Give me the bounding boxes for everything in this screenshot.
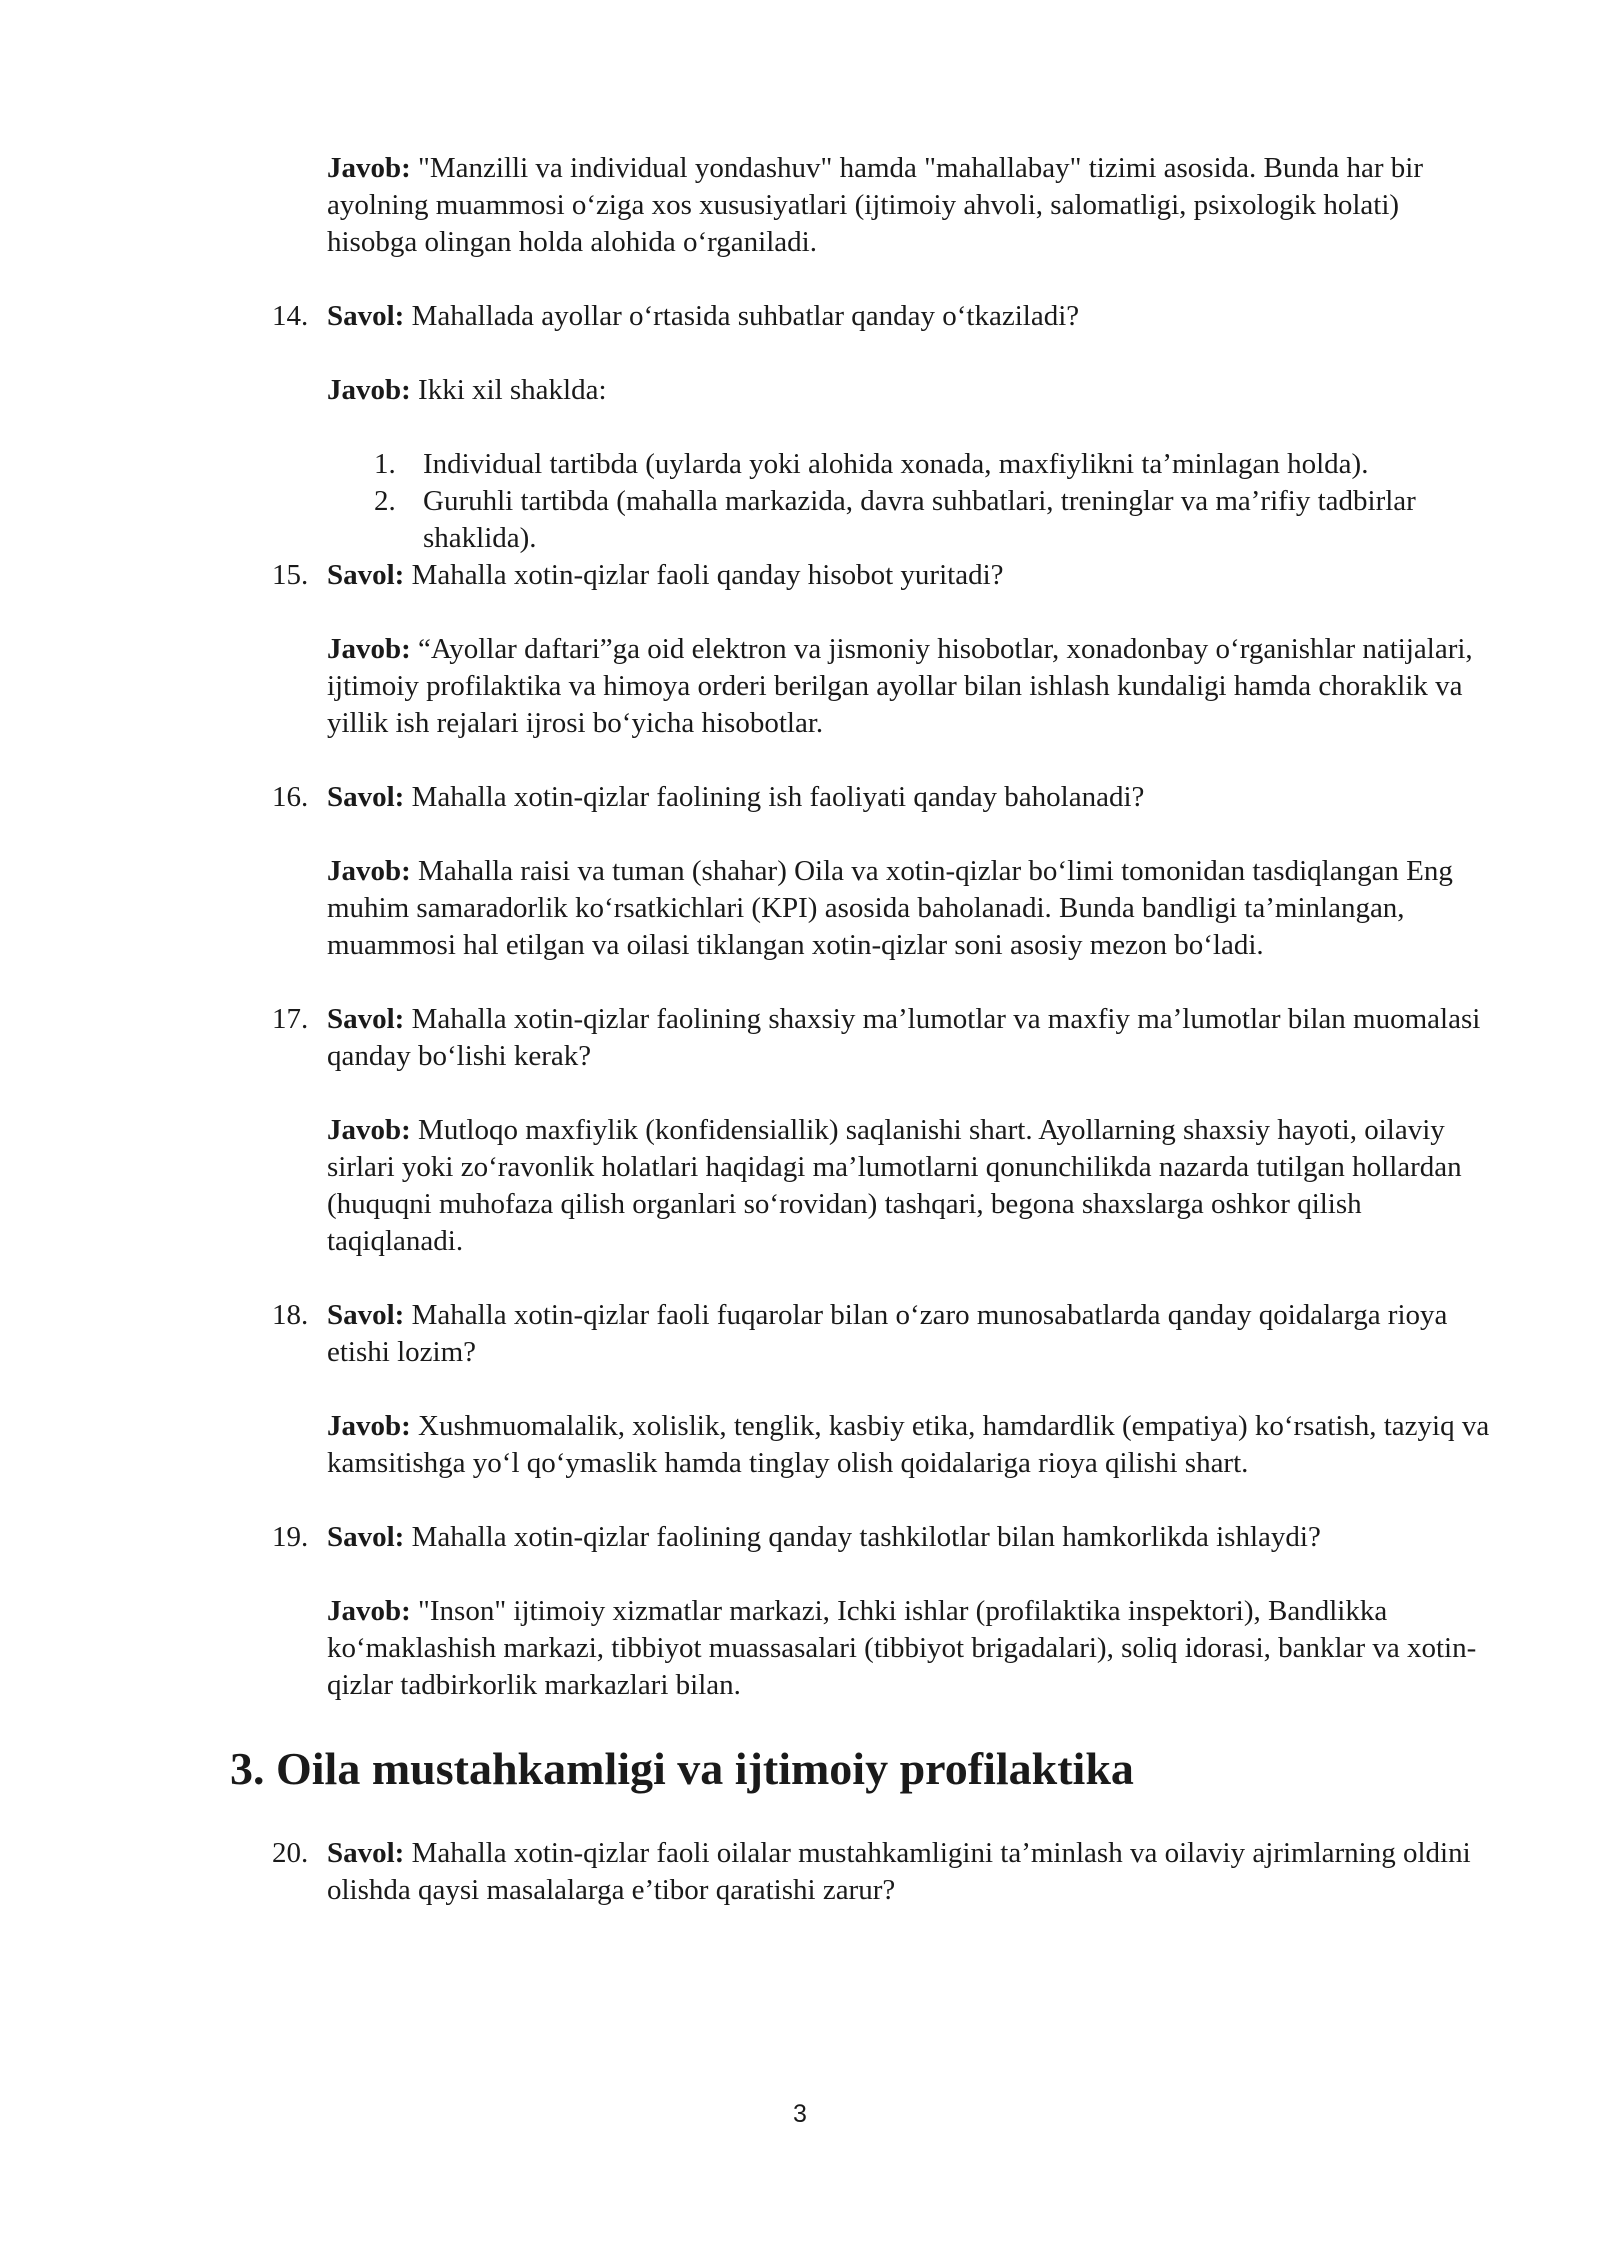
answer-14 bbox=[327, 372, 1492, 409]
question-text: Mahalla xotin-qizlar faolining ish faoliyati qanday baholanadi? bbox=[404, 781, 1145, 813]
question-15 bbox=[272, 557, 1492, 594]
question-label: Savol: bbox=[327, 1003, 405, 1035]
question-number: 17. bbox=[272, 1003, 309, 1035]
question-text: Mahalla xotin-qizlar faolining shaxsiy ma’lumotlar va maxfiy ma’lumotlar bilan muomalasi qanday bo‘lishi kerak? bbox=[327, 1003, 1481, 1072]
answer-text: Xushmuomalalik, xolislik, tenglik, kasbiy etika, hamdardlik (empatiya) ko‘rsatish, tazyiq va kamsitishga yo‘l qo‘ymaslik hamda tinglay olish qoidalariga rioya qilishi shart. bbox=[327, 1410, 1490, 1479]
question-text: Mahalla xotin-qizlar faoli oilalar mustahkamligini ta’minlash va oilaviy ajrimlarning oldini olishda qaysi masalalarga e’tibor qaratishi zarur? bbox=[327, 1837, 1471, 1906]
answer-text: Mahalla raisi va tuman (shahar) Oila va xotin-qizlar bo‘limi tomonidan tasdiqlangan Eng muhim samaradorlik ko‘rsatkichlari (KPI) asosida baholanadi. Bunda bandligi ta’minlangan, muammosi hal etilgan va oilasi tiklangan xotin-qizlar soni asosiy mezon bo‘ladi. bbox=[327, 855, 1453, 961]
answer-17 bbox=[327, 1112, 1492, 1260]
answer-label: Javob: bbox=[327, 1410, 411, 1442]
answer-16 bbox=[327, 853, 1492, 964]
answer-label: Javob: bbox=[327, 633, 411, 665]
answer-text: Ikki xil shaklda: bbox=[410, 374, 607, 406]
section-heading: 3. Oila mustahkamligi va ijtimoiy profilaktika bbox=[230, 1743, 1134, 1794]
list-item-text: Guruhli tartibda (mahalla markazida, davra suhbatlari, treninglar va ma’rifiy tadbirlar shaklida). bbox=[423, 485, 1416, 554]
question-text: Mahalla xotin-qizlar faolining qanday tashkilotlar bilan hamkorlikda ishlaydi? bbox=[404, 1521, 1321, 1553]
question-20 bbox=[272, 1835, 1492, 1909]
answer-label: Javob: bbox=[327, 152, 411, 184]
answer-18 bbox=[327, 1408, 1492, 1482]
question-19 bbox=[272, 1519, 1492, 1556]
question-number: 18. bbox=[272, 1299, 309, 1331]
list-item-number: 1. bbox=[374, 448, 396, 480]
list-item-text: Individual tartibda (uylarda yoki alohida xonada, maxfiylikni ta’minlagan holda). bbox=[423, 448, 1369, 480]
question-label: Savol: bbox=[327, 781, 405, 813]
answer-label: Javob: bbox=[327, 374, 411, 406]
question-text: Mahalla xotin-qizlar faoli fuqarolar bilan o‘zaro munosabatlarda qanday qoidalarga rioya etishi lozim? bbox=[327, 1299, 1448, 1368]
question-number: 14. bbox=[272, 300, 309, 332]
answer-15 bbox=[327, 631, 1492, 742]
answer-text: "Manzilli va individual yondashuv" hamda "mahallabay" tizimi asosida. Bunda har bir ayolning muammosi o‘ziga xos xususiyatlari (ijtimoiy ahvoli, salomatligi, psixologik holati) hisobga olingan holda alohida o‘rganiladi. bbox=[327, 152, 1423, 258]
question-17 bbox=[272, 1001, 1492, 1075]
question-label: Savol: bbox=[327, 1521, 405, 1553]
answer-text: “Ayollar daftari”ga oid elektron va jismoniy hisobotlar, xonadonbay o‘rganishlar natijalari, ijtimoiy profilaktika va himoya orderi berilgan ayollar bilan ishlash kundaligi hamda choraklik va yillik ish rejalari ijrosi bo‘yicha hisobotlar. bbox=[327, 633, 1473, 739]
question-16 bbox=[272, 779, 1492, 816]
question-text: Mahalla xotin-qizlar faoli qanday hisobot yuritadi? bbox=[404, 559, 1004, 591]
list-item bbox=[374, 483, 1492, 557]
question-number: 16. bbox=[272, 781, 309, 813]
question-label: Savol: bbox=[327, 559, 405, 591]
question-label: Savol: bbox=[327, 1299, 405, 1331]
answer-text: "Inson" ijtimoiy xizmatlar markazi, Ichki ishlar (profilaktika inspektori), Bandlikka ko‘maklashish markazi, tibbiyot muassasalari (tibbiyot brigadalari), soliq idorasi, banklar va xotin-qizlar tadbirkorlik markazlari bilan. bbox=[327, 1595, 1477, 1701]
answer-text: Mutloqo maxfiylik (konfidensiallik) saqlanishi shart. Ayollarning shaxsiy hayoti, oilaviy sirlari yoki zo‘ravonlik holatlari haqidagi ma’lumotlarni qonunchilikda nazarda tutilgan hollardan (huquqni muhofaza qilish organlari so‘rovidan) tashqari, begona shaxslarga oshkor qilish taqiqlanadi. bbox=[327, 1114, 1462, 1257]
answer-label: Javob: bbox=[327, 1595, 411, 1627]
question-14 bbox=[272, 298, 1492, 335]
answer-14-list bbox=[327, 446, 1492, 557]
page-content bbox=[230, 150, 1492, 1946]
page-number: 3 bbox=[793, 2100, 807, 2128]
answer-label: Javob: bbox=[327, 1114, 411, 1146]
question-label: Savol: bbox=[327, 300, 405, 332]
question-text: Mahallada ayollar o‘rtasida suhbatlar qanday o‘tkaziladi? bbox=[404, 300, 1080, 332]
list-item bbox=[374, 446, 1492, 483]
question-number: 19. bbox=[272, 1521, 309, 1553]
answer-label: Javob: bbox=[327, 855, 411, 887]
list-item-number: 2. bbox=[374, 485, 396, 517]
question-18 bbox=[272, 1297, 1492, 1371]
answer-19 bbox=[327, 1593, 1492, 1704]
question-number: 20. bbox=[272, 1837, 309, 1869]
answer-13 bbox=[327, 150, 1492, 261]
question-number: 15. bbox=[272, 559, 309, 591]
question-label: Savol: bbox=[327, 1837, 405, 1869]
